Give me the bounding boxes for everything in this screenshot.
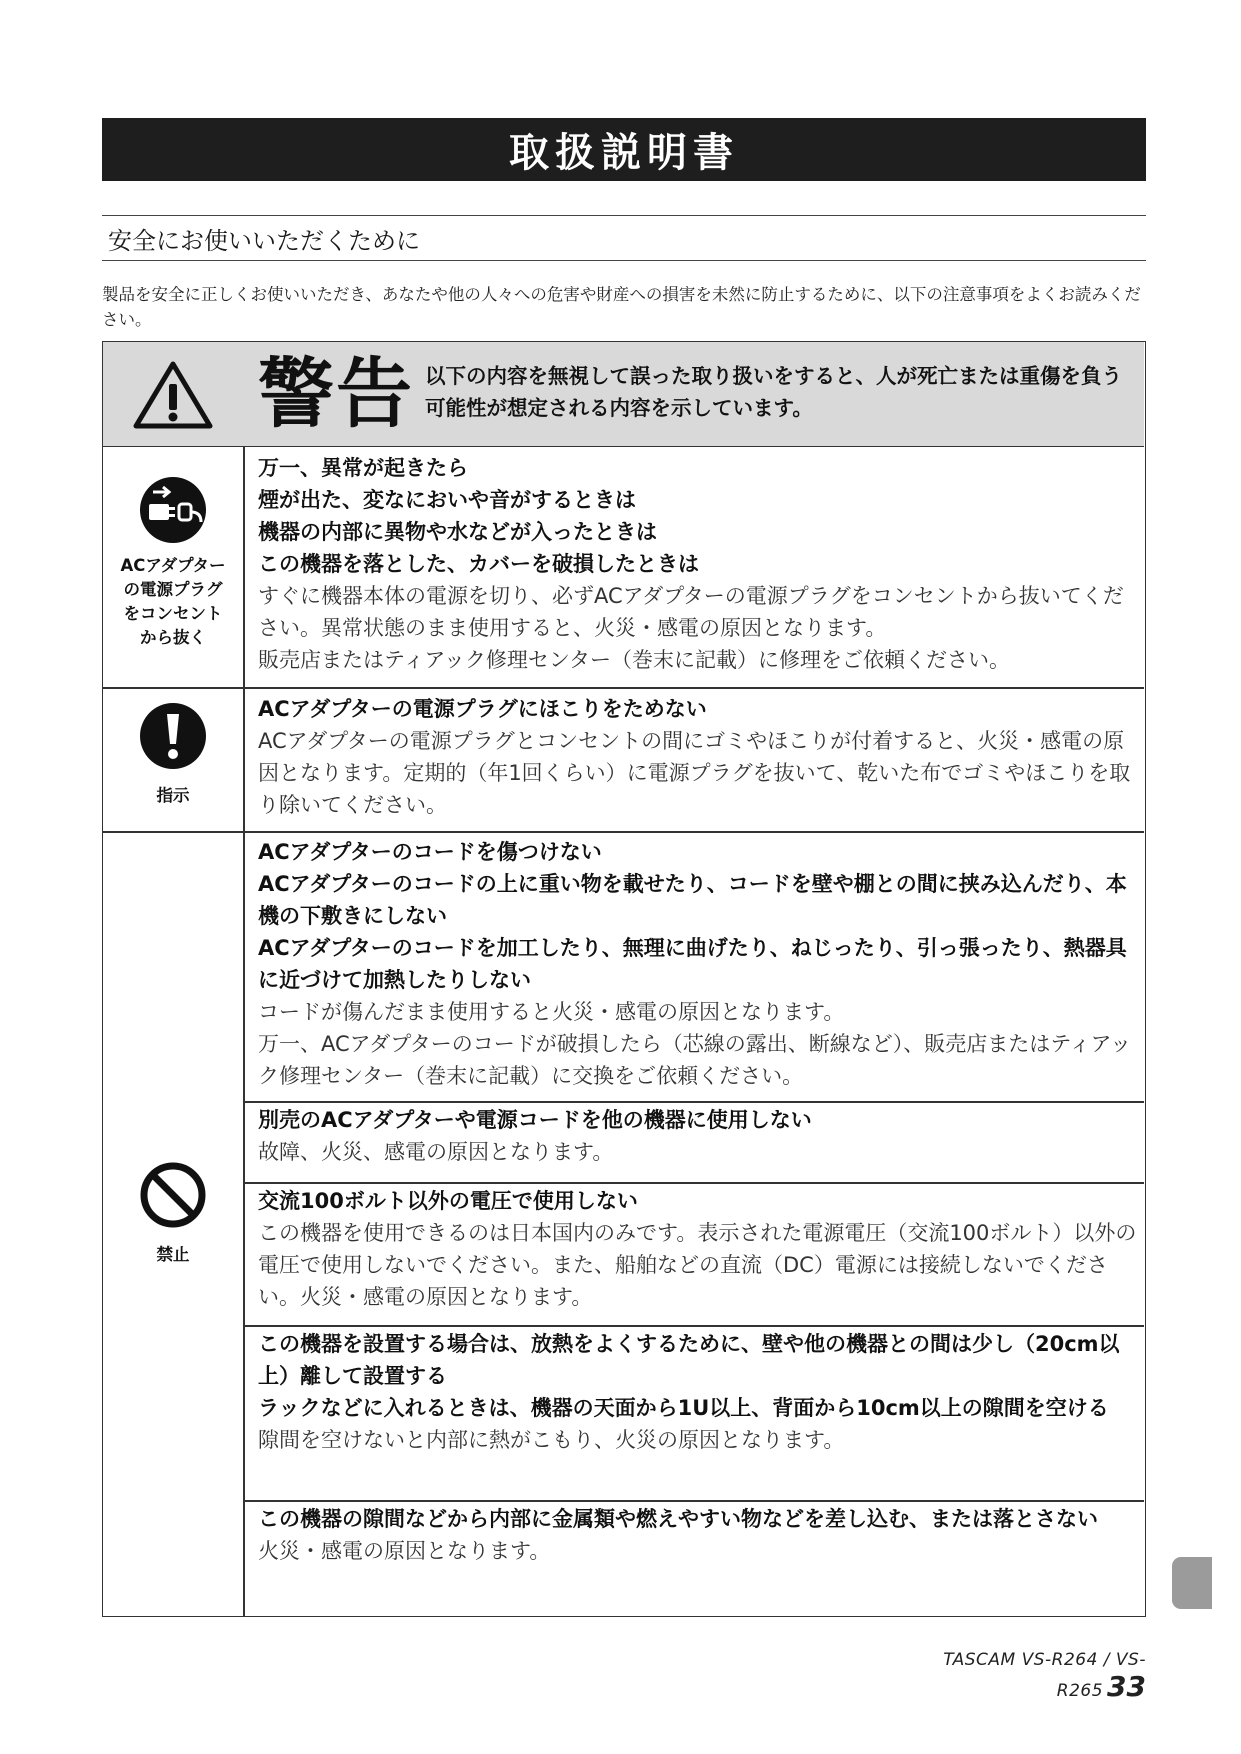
item-heading: 万一、異常が起きたら [258, 456, 468, 480]
footer-brand: TASCAM VS-R264 / VS-R265 [943, 1650, 1146, 1701]
item-text: 隙間を空けないと内部に熱がこもり、火災の原因となります。 [258, 1428, 845, 1452]
warning-item [258, 1104, 1138, 1168]
row-divider [243, 1500, 1144, 1502]
warning-description: 以下の内容を無視して誤った取り扱いをすると、人が死亡または重傷を負う可能性が想定される内容を示しています。 [425, 364, 1122, 420]
item-heading: ACアダプターのコードを傷つけない [258, 840, 602, 864]
item-heading: 交流100ボルト以外の電圧で使用しない [258, 1189, 638, 1213]
manual-title: 取扱説明書 [102, 118, 1146, 181]
item-heading: この機器の隙間などから内部に金属類や燃えやすい物などを差し込む、または落とさない [258, 1507, 1098, 1531]
item-text: ACアダプターの電源プラグとコンセントの間にゴミやほこりが付着すると、火災・感電の原因となります。定期的（年1回くらい）に電源プラグを抜いて、乾いた布でゴミやほこりを取り除いてください。 [258, 729, 1131, 817]
warning-item [258, 1503, 1138, 1567]
chapter-tab [1172, 1557, 1212, 1609]
item-heading: 煙が出た、変なにおいや音がするときは [258, 488, 636, 512]
item-text: 火災・感電の原因となります。 [258, 1539, 551, 1563]
page-number: 33 [1107, 1670, 1146, 1703]
item-text: 販売店またはティアック修理センター（巻末に記載）に修理をご依頼ください。 [258, 648, 1011, 672]
column-divider [243, 446, 245, 1616]
section-heading-text: 安全にお使いいただくために [108, 226, 420, 255]
row-divider [103, 687, 1144, 689]
item-text: 万一、ACアダプターのコードが破損したら（芯線の露出、断線など）、販売店またはティアック修理センター（巻末に記載）に交換をご依頼ください。 [258, 1032, 1132, 1088]
item-heading: この機器を落とした、カバーを破損したときは [258, 552, 699, 576]
item-text: すぐに機器本体の電源を切り、必ずACアダプターの電源プラグをコンセントから抜いてください。異常状態のまま使用すると、火災・感電の原因となります。 [258, 584, 1124, 640]
warning-table [102, 341, 1146, 1617]
item-heading: 別売のACアダプターや電源コードを他の機器に使用しない [258, 1108, 812, 1132]
intro-text: 製品を安全に正しくお使いいただき、あなたや他の人々への危害や財産への損害を未然に防止するために、以下の注意事項をよくお読みください。 [102, 285, 1141, 329]
row-divider [243, 1101, 1144, 1103]
exclamation-icon [139, 702, 207, 770]
instruction-cell [103, 702, 243, 808]
warning-triangle-icon [133, 360, 213, 430]
prohibit-cell [103, 1161, 243, 1267]
item-text: コードが傷んだまま使用すると火災・感電の原因となります。 [258, 1000, 845, 1024]
row-divider [243, 1325, 1144, 1327]
warning-item [258, 1185, 1138, 1313]
page-footer [876, 1650, 1146, 1703]
warning-item [258, 693, 1138, 821]
prohibit-label: 禁止 [156, 1245, 190, 1264]
section-heading [102, 215, 1146, 261]
warning-word: 警告 [258, 349, 414, 438]
item-heading: ACアダプターのコードの上に重い物を載せたり、コードを壁や棚との間に挟み込んだり、本機の下敷きにしない [258, 872, 1127, 928]
item-text: この機器を使用できるのは日本国内のみです。表示された電源電圧（交流100ボルト）以外の電圧で使用しないでください。また、船舶などの直流（DC）電源には接続しないでください。火災・感電の原因となります。 [258, 1221, 1137, 1309]
prohibit-icon [139, 1161, 207, 1229]
row-divider [243, 1182, 1144, 1184]
item-heading: 機器の内部に異物や水などが入ったときは [258, 520, 657, 544]
instruction-label: 指示 [156, 786, 190, 805]
row-divider [103, 831, 1144, 833]
warning-header [103, 342, 1144, 447]
item-heading: ラックなどに入れるときは、機器の天面から1U以上、背面から10cm以上の隙間を空ける [258, 1396, 1109, 1420]
warning-item [258, 1328, 1138, 1456]
unplug-icon [139, 476, 207, 544]
warning-item [258, 452, 1138, 676]
unplug-label: ACアダプターの電源プラグをコンセントから抜く [120, 556, 226, 647]
unplug-cell [103, 476, 243, 650]
item-heading: ACアダプターの電源プラグにほこりをためない [258, 697, 707, 721]
item-heading: この機器を設置する場合は、放熱をよくするために、壁や他の機器との間は少し（20cm以上）離して設置する [258, 1332, 1120, 1388]
item-heading: ACアダプターのコードを加工したり、無理に曲げたり、ねじったり、引っ張ったり、熱器具に近づけて加熱したりしない [258, 936, 1127, 992]
item-text: 故障、火災、感電の原因となります。 [258, 1140, 614, 1164]
warning-item [258, 836, 1138, 1092]
